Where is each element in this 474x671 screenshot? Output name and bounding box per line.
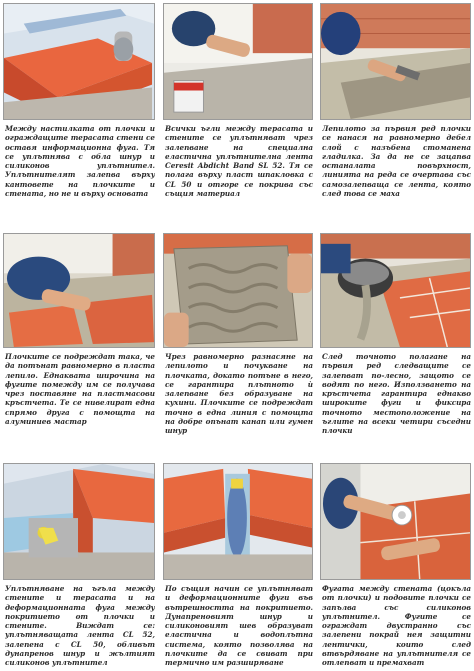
step-7-caption: Уплътняване на ъгъла между стените и терасата и на деформационната фуга между покритието от плочки и стените. Виждат се: уплътняващата лента CL 52, залепена с CL 50, обливът дунапренов шнур и жълтият силиконов уплътнител [5, 584, 155, 668]
step-3-caption: Лепилото за първия ред плочки се нанася на равномерно дебел слой с назъбена стоманена гладилка. За да не се зацапва останалата повърхност, линията на реда се очертава със самозалепваща се лента, която след това се маха [322, 124, 471, 199]
step-6-photo [320, 233, 471, 348]
step-8-photo [163, 463, 313, 580]
step-2-photo [163, 3, 313, 120]
step-3-photo [320, 3, 471, 120]
step-1-caption: Между настилката от плочки и ограждащите терасата стени се оставя информационна фуга. Тя се уплътнява с обла шнур и силиконов уплътнител. Уплътнителят залепва върху кантовете на плочките и стената, но не и върху основата [5, 124, 155, 199]
step-6-caption: След точното полагане на първия ред следващите се залепват по-лесно, защото се водят по него. Използването на кръстчета гарантира еднакво широките фуги и фиксира точното местоположение на ъглите на всеки четири съседни плочки [322, 352, 471, 436]
step-9-caption: Фугата между стената (цокъла от плочки) и подовите плочки се запълва със силиконов уплътнител. Фугите се ограждат двустранно със залепени покрай нея защитни лентички, които след втвърдяване на уплътнителя се отлепват и премахват [322, 584, 471, 668]
step-4-photo [3, 233, 155, 348]
step-5-photo [163, 233, 313, 348]
step-1-photo [3, 3, 155, 120]
step-4-caption: Плочките се подреждат така, че да потънат равномерно в пласта лепило. Еднаквата широчина на фугите помежду им се получава чрез поставяне на пластмасови кръстчета. Те се нивелират една спрямо друга с помощта на алуминиев мастар [5, 352, 155, 427]
step-2-caption: Всички ъгли между терасата и стените се уплътняват чрез залепване на специална еластична уплътнителна лента Ceresit Abdicht Band SL 52. Тя се полага върху пласт шпакловка с CL 50 и отгоре се покрива със същия материал [165, 124, 313, 199]
step-5-caption: Чрез равномерно разнасяне на лепилото и почукване на плочката, докато потъне в него, се гарантира плътното ѝ залепване без образуване на кухини. Плочките се подреждат точно в една линия с помощта на добре опънат канап или гумен шнур [165, 352, 313, 436]
step-8-caption: По същия начин се уплътняват и деформационните фуги във вътрешността на покритието. Дунапреновият шнур и силиконовият шев образуват еластична и водоплътна система, която позволява на плочките да се свиват при термично им разширяване [165, 584, 313, 668]
step-7-photo [3, 463, 155, 580]
step-9-photo [320, 463, 471, 580]
